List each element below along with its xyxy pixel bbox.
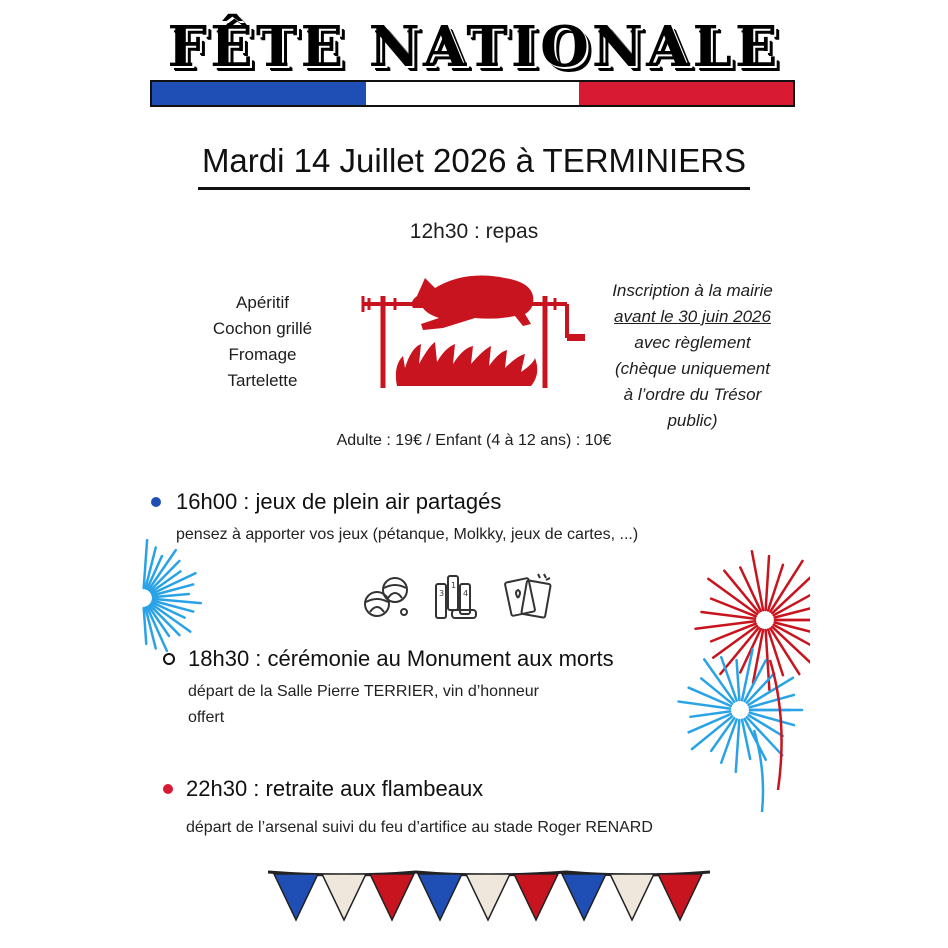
menu-item: Tartelette [227, 371, 298, 390]
registration-line: (chèque uniquement [614, 359, 770, 378]
event-title: 16h00 : jeux de plein air partagés [176, 489, 502, 514]
registration-info [590, 278, 795, 434]
meal-time: 12h30 : repas [409, 220, 539, 243]
event-subtitle: départ de la Salle Pierre TERRIER, vin d’honneur [188, 683, 539, 700]
date-text: Mardi 14 Juillet 2026 à TERMINIERS [198, 142, 750, 190]
registration-line: à l’ordre du Trésor [623, 385, 762, 404]
svg-text:4: 4 [463, 589, 469, 598]
flag-blue-stripe [152, 82, 366, 105]
event-title: 18h30 : cérémonie au Monument aux morts [188, 646, 614, 671]
flag-white-stripe [366, 82, 580, 105]
petanque-balls-icon [362, 572, 410, 620]
event-title: 22h30 : retraite aux flambeaux [186, 776, 484, 801]
registration-line: avec règlement [634, 333, 751, 352]
svg-text:3: 3 [439, 589, 445, 598]
prices: Adulte : 19€ / Enfant (4 à 12 ans) : 10€ [336, 432, 612, 449]
bunting-garland-icon [266, 866, 712, 926]
event-subtitle: pensez à apporter vos jeux (pétanque, Molkky, jeux de cartes, ...) [176, 526, 639, 543]
flag-red-stripe [579, 82, 793, 105]
registration-deadline: avant le 30 juin 2026 [614, 307, 771, 326]
menu-list [170, 290, 355, 394]
bullet-blue-icon [151, 497, 161, 507]
french-flag-bar [150, 80, 795, 107]
menu-item: Cochon grillé [212, 319, 313, 338]
svg-text:1: 1 [451, 581, 457, 590]
event-subtitle: départ de l’arsenal suivi du feu d’artifice au stade Roger RENARD [186, 819, 653, 836]
registration-line: public) [667, 411, 718, 430]
molkky-pins-icon [432, 572, 480, 622]
menu-item: Fromage [228, 345, 297, 364]
registration-line: Inscription à la mairie [612, 281, 773, 300]
date-heading [0, 142, 948, 180]
fireworks-icon [138, 538, 208, 658]
playing-cards-icon [504, 570, 554, 622]
fireworks-icon [670, 540, 810, 820]
menu-item: Apéritif [236, 293, 289, 312]
page-title: FÊTE NATIONALE [167, 14, 781, 80]
bullet-red-icon [163, 784, 173, 794]
event-subtitle: offert [188, 709, 225, 726]
roast-pig-spit-icon [355, 268, 590, 393]
